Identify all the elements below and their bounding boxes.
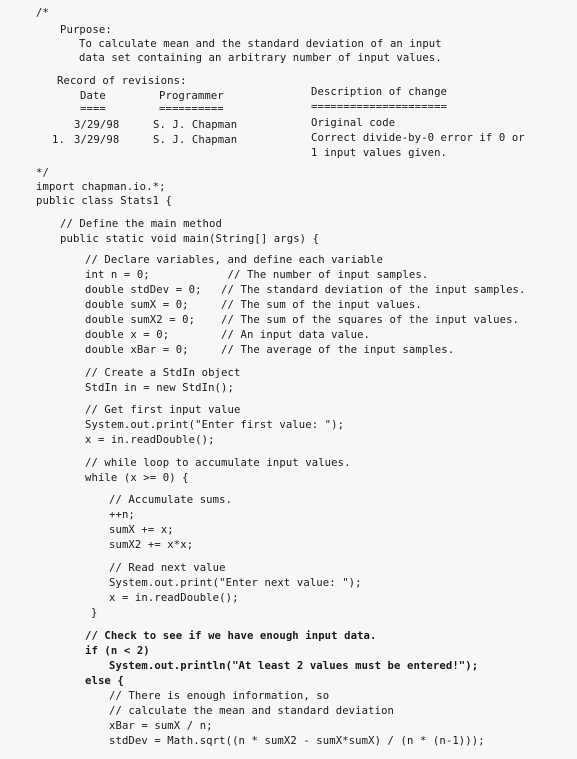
code-line: xBar = sumX / n;: [109, 720, 213, 732]
underline-programmer: ==========: [159, 103, 224, 115]
code-line: while (x >= 0) {: [85, 472, 189, 484]
purpose-label: Purpose:: [60, 24, 112, 36]
row-2-description-2: 1 input values given.: [311, 147, 448, 159]
code-line: // calculate the mean and standard deviation: [109, 705, 395, 717]
code-line-bold: if (n < 2): [85, 645, 150, 657]
code-line: // Get first input value: [85, 404, 241, 416]
code-line: // Declare variables, and define each variable: [85, 254, 383, 266]
row-2-programmer: S. J. Chapman: [153, 134, 238, 146]
purpose-line-2: data set containing an arbitrary number of input values.: [79, 52, 442, 64]
code-line: double x = 0; // An input data value.: [85, 329, 371, 341]
code-line: ++n;: [109, 509, 135, 521]
row-1-description: Original code: [311, 117, 396, 129]
code-line: stdDev = Math.sqrt((n * sumX2 - sumX*sumX) / (n * (n-1)));: [109, 735, 485, 747]
underline-description: =====================: [311, 101, 448, 113]
code-line: sumX2 += x*x;: [109, 539, 194, 551]
code-line: // Create a StdIn object: [85, 367, 241, 379]
code-line: // while loop to accumulate input values.: [85, 457, 351, 469]
code-line: }: [91, 607, 98, 619]
comment-open: /*: [36, 7, 49, 19]
code-line: x = in.readDouble();: [109, 592, 239, 604]
code-line: double stdDev = 0; // The standard deviation of the input samples.: [85, 284, 526, 296]
row-1-programmer: S. J. Chapman: [153, 119, 238, 131]
revisions-label: Record of revisions:: [57, 75, 187, 87]
row-2-description-1: Correct divide-by-0 error if 0 or: [311, 132, 525, 144]
code-line: sumX += x;: [109, 524, 174, 536]
code-line: public class Stats1 {: [36, 195, 173, 207]
row-1-date: 3/29/98: [74, 119, 120, 131]
code-line: System.out.print("Enter first value: ");: [85, 419, 345, 431]
code-line: System.out.print("Enter next value: ");: [109, 577, 362, 589]
code-line-bold: // Check to see if we have enough input data.: [85, 630, 377, 642]
code-line: int n = 0; // The number of input samples.: [85, 269, 429, 281]
code-line: public static void main(String[] args) {: [60, 233, 320, 245]
code-line-bold: System.out.println("At least 2 values must be entered!");: [109, 660, 479, 672]
col-header-programmer: Programmer: [159, 90, 224, 102]
row-2-date: 3/29/98: [74, 134, 120, 146]
code-line: double xBar = 0; // The average of the input samples.: [85, 344, 455, 356]
col-header-description: Description of change: [311, 86, 448, 98]
code-line: x = in.readDouble();: [85, 434, 215, 446]
purpose-line-1: To calculate mean and the standard deviation of an input: [79, 38, 442, 50]
code-line: StdIn in = new StdIn();: [85, 382, 234, 394]
code-line-bold: else {: [85, 675, 124, 687]
code-line: double sumX2 = 0; // The sum of the squares of the input values.: [85, 314, 520, 326]
underline-date: ====: [80, 103, 106, 115]
code-line: // Accumulate sums.: [109, 494, 233, 506]
comment-close: */: [36, 167, 49, 179]
code-line: // Read next value: [109, 562, 226, 574]
code-line: double sumX = 0; // The sum of the input values.: [85, 299, 422, 311]
code-line: import chapman.io.*;: [36, 181, 166, 193]
code-line: // Define the main method: [60, 218, 222, 230]
row-2-num: 1.: [52, 134, 65, 146]
code-line: // There is enough information, so: [109, 690, 330, 702]
col-header-date: Date: [80, 90, 106, 102]
